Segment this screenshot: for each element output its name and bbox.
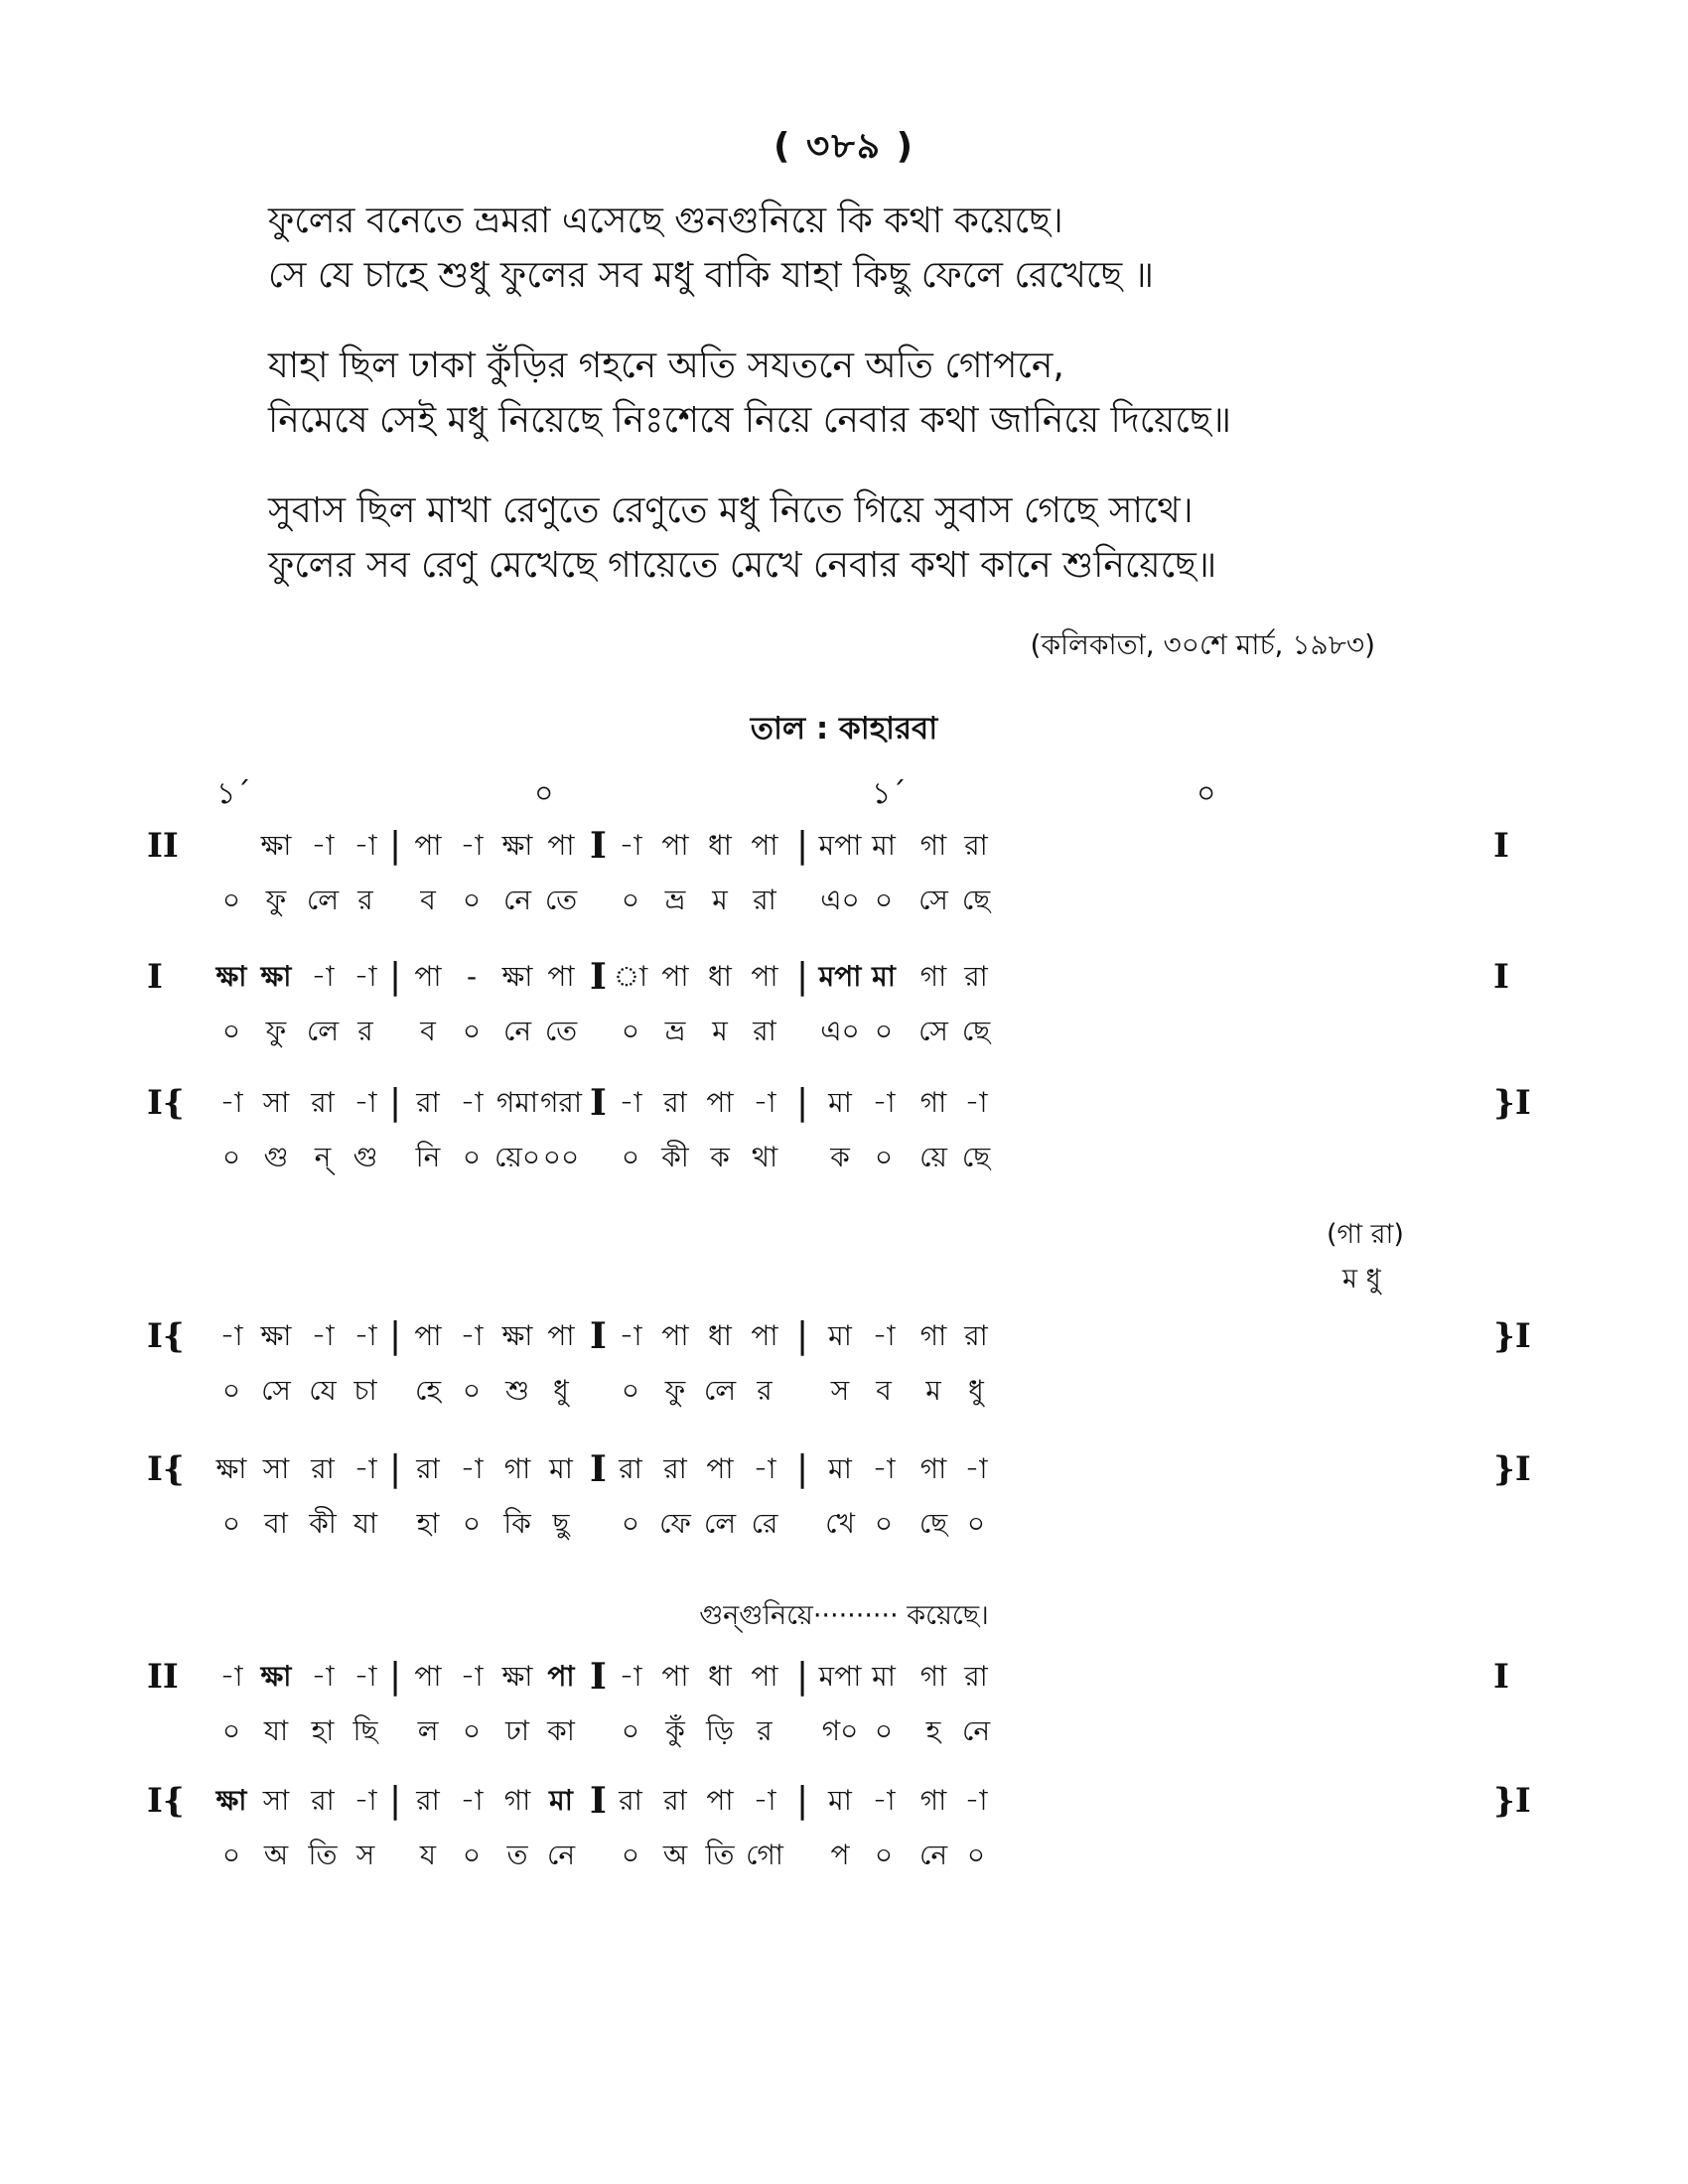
lyric-syllable: ০ (221, 1839, 241, 1871)
swar-note: -া (353, 1319, 377, 1352)
swar-note: -া (753, 1086, 776, 1119)
swar-note: পা (547, 1660, 575, 1693)
swar-note: -া (619, 1660, 642, 1693)
lyric-syllable: ০ (221, 1374, 241, 1407)
vibhag-bar: | (796, 956, 809, 997)
lyric-syllable: ০০ (542, 1141, 580, 1173)
swar-note: -া (460, 1452, 484, 1485)
lyric-syllable: ০ (462, 1839, 482, 1871)
swar-note: ক্ষা (260, 1319, 292, 1352)
swar-note: ধা (708, 829, 732, 862)
lyric-syllable: হা (416, 1507, 440, 1540)
swar-note: পা (751, 960, 778, 993)
swar-note: পা (661, 960, 689, 993)
lyric-syllable: নি (415, 1141, 441, 1173)
swar-note: -া (460, 1784, 484, 1817)
vibhag-bar: | (389, 1315, 402, 1356)
swar-note: পা (751, 829, 778, 862)
swar-note: -া (353, 829, 377, 862)
lyric-syllable: কুঁ (665, 1714, 685, 1747)
swar-note: -া (872, 1319, 896, 1352)
lyric-syllable: ০ (621, 1015, 640, 1047)
swar-note: ধা (708, 960, 732, 993)
notation-swar-row (0, 1079, 1688, 1127)
lyric-syllable: লে (703, 1507, 737, 1540)
bar-end-mark: I (1493, 826, 1509, 866)
swar-note: ক্ষা (501, 960, 533, 993)
lyric-syllable: ০ (621, 1141, 640, 1173)
vibhag-bar: | (796, 1315, 809, 1356)
lyric-syllable: লে (306, 884, 340, 916)
swar-note: -া (460, 1660, 484, 1693)
swar-note: পা (706, 1452, 734, 1485)
swar-note: পা (706, 1086, 734, 1119)
lyric-syllable: ০ (221, 1714, 241, 1747)
lyric-syllable: অ (263, 1839, 289, 1871)
lyric-syllable: ০ (462, 1015, 482, 1047)
swar-note: -া (460, 829, 484, 862)
lyric-syllable: গ০ (821, 1714, 859, 1747)
swar-note: ক্ষা (260, 829, 292, 862)
lyric-syllable: য (419, 1839, 437, 1871)
beat-mark: ০ (1196, 776, 1216, 811)
swar-note: া (613, 960, 648, 993)
lyric-syllable: রা (753, 884, 776, 916)
swar-note: -া (219, 1660, 243, 1693)
swar-note: ধা (708, 1319, 732, 1352)
lyric-syllable: নে (918, 1839, 948, 1871)
date-line: (কলিকাতা, ৩০শে মার্চ, ১৯৮৩) (1030, 628, 1375, 661)
swar-note: গরা (540, 1086, 582, 1119)
swar-note: -া (872, 1784, 896, 1817)
swar-note: মা (872, 829, 896, 862)
lyric-syllable: ক (830, 1141, 850, 1173)
lyric-syllable: ক (710, 1141, 730, 1173)
swar-note: গমা (495, 1086, 539, 1119)
swar-note: গা (919, 1452, 947, 1485)
vibhag-bar: | (389, 1656, 402, 1697)
swar-note: রা (964, 960, 988, 993)
lyric-syllable: ০ (462, 884, 482, 916)
swar-note: রা (416, 1086, 440, 1119)
swar-note: মপা (818, 1660, 862, 1693)
lyric-syllable: সে (918, 884, 948, 916)
lyric-syllable: ০ (966, 1507, 986, 1540)
swar-note: গা (919, 960, 947, 993)
lyric-syllable: ফে (659, 1507, 691, 1540)
lyric-syllable: ০ (874, 1015, 894, 1047)
swar-note: -া (311, 960, 335, 993)
lyric-line: সে যে চাহে শুধু ফুলের সব মধু বাকি যাহা কিছু ফেলে রেখেছে ॥ (268, 255, 1155, 296)
swar-note: পা (706, 1784, 734, 1817)
swar-note: রা (663, 1086, 687, 1119)
lyric-line: যাহা ছিল ঢাকা কুঁড়ির গহনে অতি সযতনে অতি গোপনে, (268, 345, 1064, 386)
lyric-syllable: নে (502, 884, 532, 916)
swar-note: গা (503, 1784, 531, 1817)
swar-note: -া (353, 960, 377, 993)
swar-note: ক্ষা (260, 960, 292, 993)
lyric-syllable: য়ে০ (493, 1141, 541, 1173)
vibhag-bar: | (796, 1448, 809, 1489)
swar-note: -া (964, 1452, 988, 1485)
vibhag-bar: | (389, 956, 402, 997)
notation-swar-row (0, 953, 1688, 1001)
swar-note: সা (262, 1784, 290, 1817)
lyric-syllable: ন্ (314, 1141, 332, 1173)
swar-note: রা (663, 1784, 687, 1817)
swar-note: -া (219, 1086, 243, 1119)
page-number: ( ৩৮৯ ) (773, 126, 915, 167)
lyric-syllable: ০ (462, 1714, 482, 1747)
lyric-syllable: ০ (874, 884, 894, 916)
stanza (268, 483, 1509, 593)
swar-note: -া (619, 829, 642, 862)
swar-note: পা (547, 1319, 575, 1352)
bar-end-mark: }I (1493, 1781, 1531, 1821)
swar-note: -া (353, 1784, 377, 1817)
swar-note: ক্ষা (215, 960, 247, 993)
swar-note: -া (219, 1319, 243, 1352)
swar-note: -া (872, 1452, 896, 1485)
lyric-syllable: রা (753, 1015, 776, 1047)
vibhag-bar: | (796, 1780, 809, 1821)
lyric-syllable: কি (503, 1507, 531, 1540)
lyric-syllable: কী (661, 1141, 689, 1173)
vibhag-major-bar: I (590, 825, 607, 867)
bar-start-mark: I{ (147, 1316, 185, 1356)
notation-swar-row (0, 1777, 1688, 1825)
swar-note: রা (663, 1452, 687, 1485)
lyric-syllable: গু (352, 1141, 378, 1173)
swar-note: -া (964, 1784, 988, 1817)
lyric-syllable: ছে (961, 1141, 991, 1173)
swar-note: -া (619, 1086, 642, 1119)
bar-end-mark: }I (1493, 1316, 1531, 1356)
lyric-syllable: ০ (462, 1507, 482, 1540)
lyric-syllable: যা (263, 1714, 289, 1747)
lyric-syllable: গো (746, 1839, 783, 1871)
lyric-syllable: ব (420, 884, 436, 916)
lyric-syllable: কা (547, 1714, 575, 1747)
lyric-syllable: শু (504, 1374, 530, 1407)
vibhag-bar: | (389, 825, 402, 866)
lyric-syllable: ০ (621, 884, 640, 916)
lyric-syllable: ০ (462, 1374, 482, 1407)
lyric-syllable: র (757, 1374, 773, 1407)
vibhag-bar: | (796, 825, 809, 866)
lyric-syllable: ফু (265, 1015, 287, 1047)
swar-note: -া (460, 1319, 484, 1352)
lyric-syllable: ০ (221, 1507, 241, 1540)
lyric-line: নিমেষে সেই মধু নিয়েছে নিঃশেষে নিয়ে নেবার কথা জানিয়ে দিয়েছে॥ (268, 400, 1232, 441)
lyric-syllable: র (357, 1015, 373, 1047)
lyric-syllable: নে (546, 1839, 576, 1871)
notation-lyric-row (0, 877, 1688, 924)
swar-note: গা (919, 1660, 947, 1693)
lyric-syllable: ছে (961, 884, 991, 916)
beat-mark: ১´ (216, 776, 251, 811)
notation-lyric-row (0, 1832, 1688, 1879)
notation-swar-row (0, 1653, 1688, 1701)
notation-swar-row (0, 1445, 1688, 1493)
lyric-syllable: চা (353, 1374, 377, 1407)
lyric-syllable: ম (712, 884, 728, 916)
lyric-syllable: ফু (664, 1374, 686, 1407)
lyric-syllable: ড়ি (706, 1714, 734, 1747)
swar-note: মপা (818, 829, 862, 862)
lyric-syllable: সে (261, 1374, 291, 1407)
lyric-syllable: এ০ (820, 884, 860, 916)
lyric-line: ফুলের সব রেণু মেখেছে গায়েতে মেখে নেবার কথা কানে শুনিয়েছে॥ (268, 545, 1217, 586)
bar-start-mark: I{ (147, 1449, 185, 1489)
lyric-syllable: খে (825, 1507, 855, 1540)
swar-note: -া (311, 829, 335, 862)
lyric-syllable: ঢা (505, 1714, 529, 1747)
lyric-syllable: ম (925, 1374, 941, 1407)
swar-note: -া (872, 1086, 896, 1119)
lyric-syllable: ভ্র (664, 1015, 686, 1047)
bar-start-mark: I (147, 957, 163, 997)
lyric-syllable: ০ (874, 1141, 894, 1173)
vibhag-bar: | (389, 1448, 402, 1489)
vibhag-major-bar: I (590, 956, 607, 998)
vibhag-major-bar: I (590, 1448, 607, 1490)
stanza (268, 339, 1509, 448)
swar-note: ধা (708, 1660, 732, 1693)
lyric-syllable: এ০ (820, 1015, 860, 1047)
lyric-syllable: ধু (553, 1374, 569, 1407)
swar-note: পা (414, 829, 442, 862)
swar-note: -া (753, 1784, 776, 1817)
lyric-syllable: ০ (221, 884, 241, 916)
lyric-syllable: গু (263, 1141, 289, 1173)
lyric-syllable: র (357, 884, 373, 916)
lyric-syllable: তি (308, 1839, 338, 1871)
swar-note: মা (828, 1784, 852, 1817)
lyric-syllable: ফু (265, 884, 287, 916)
swar-note: রা (311, 1086, 335, 1119)
lyric-syllable: ম (712, 1015, 728, 1047)
swar-note: গা (919, 1784, 947, 1817)
swar-note: গা (919, 1319, 947, 1352)
swar-note: পা (661, 1319, 689, 1352)
lyric-syllable: ব (876, 1374, 892, 1407)
swar-note: -া (311, 1319, 335, 1352)
swar-note: মা (549, 1452, 573, 1485)
swar-note: ক্ষা (501, 829, 533, 862)
lyric-syllable: ভ্র (664, 884, 686, 916)
lyric-syllable: অ (662, 1839, 688, 1871)
swar-note: -া (753, 1452, 776, 1485)
bar-start-mark: I{ (147, 1083, 185, 1123)
taal-heading: তাল : কাহারবা (750, 711, 938, 747)
swar-note: মপা (818, 960, 862, 993)
lyric-syllable: ধু (968, 1374, 984, 1407)
swar-note: সা (262, 1086, 290, 1119)
bar-start-mark: I{ (147, 1781, 185, 1821)
lyric-syllable: থা (751, 1141, 778, 1173)
bar-end-mark: }I (1493, 1083, 1531, 1123)
swar-note: রা (416, 1784, 440, 1817)
lyric-syllable: স (355, 1839, 375, 1871)
lyric-syllable: সে (918, 1015, 948, 1047)
lyric-syllable: যা (352, 1507, 378, 1540)
swar-note: -া (964, 1086, 988, 1119)
swar-note: পা (661, 829, 689, 862)
lyric-syllable: ০ (874, 1507, 894, 1540)
swar-note: -া (353, 1452, 377, 1485)
notation-lyric-row (0, 1707, 1688, 1755)
lyric-line: সুবাস ছিল মাখা রেণুতে রেণুতে মধু নিতে গিয়ে সুবাস গেছে সাথে। (268, 490, 1194, 531)
swar-note: রা (964, 1319, 988, 1352)
swar-note: গা (919, 829, 947, 862)
vibhag-major-bar: I (590, 1082, 607, 1124)
notation-swar-row (0, 822, 1688, 870)
swar-note: মা (549, 1784, 573, 1817)
swar-note: রা (619, 1452, 642, 1485)
lyric-syllable: ০ (874, 1714, 894, 1747)
lyric-syllable: র (757, 1714, 773, 1747)
swar-note: ক্ষা (260, 1660, 292, 1693)
swar-note: পা (547, 829, 575, 862)
lyric-syllable: ০ (874, 1839, 894, 1871)
swar-note: -া (460, 1086, 484, 1119)
swar-note: মা (828, 1086, 852, 1119)
lyric-syllable: লে (306, 1015, 340, 1047)
lyric-syllable: ছে (918, 1507, 948, 1540)
swar-note: পা (661, 1660, 689, 1693)
lyric-syllable: ত (506, 1839, 528, 1871)
lyric-line: ফুলের বনেতে ভ্রমরা এসেছে গুনগুনিয়ে কি কথা কয়েছে। (268, 201, 1063, 241)
swar-note: -া (353, 1086, 377, 1119)
swar-note: রা (964, 1660, 988, 1693)
bar-end-mark: }I (1493, 1449, 1531, 1489)
swar-note: -া (311, 1660, 335, 1693)
lyric-syllable: ০ (966, 1839, 986, 1871)
lyric-syllable: কী (309, 1507, 337, 1540)
lyric-syllable: ০ (221, 1141, 241, 1173)
variant-words: ম ধু (1342, 1264, 1381, 1295)
swar-note: -া (619, 1319, 642, 1352)
swar-note: ক্ষা (501, 1660, 533, 1693)
beat-mark: ১´ (872, 776, 907, 811)
vibhag-major-bar: I (590, 1315, 607, 1357)
lyric-syllable: তি (705, 1839, 735, 1871)
swar-note: রা (619, 1784, 642, 1817)
swar-note: - (466, 960, 478, 993)
swar-note: মা (828, 1319, 852, 1352)
swar-note: মা (872, 960, 896, 993)
lyric-syllable: ০ (221, 1015, 241, 1047)
lyric-syllable: বা (264, 1507, 288, 1540)
lyric-syllable: ব (420, 1015, 436, 1047)
lyric-syllable: নে (961, 1714, 991, 1747)
lyric-syllable: ছু (552, 1507, 570, 1540)
swar-note: পা (414, 1319, 442, 1352)
swar-note: ক্ষা (215, 1784, 247, 1817)
swar-note: রা (964, 829, 988, 862)
swar-note: গা (503, 1452, 531, 1485)
lyric-syllable: তে (544, 1015, 578, 1047)
lyric-syllable: ল (417, 1714, 439, 1747)
swar-note: রা (311, 1452, 335, 1485)
lyric-syllable: ০ (621, 1839, 640, 1871)
vibhag-bar: | (796, 1656, 809, 1697)
lyric-syllable: ছে (961, 1015, 991, 1047)
swar-note: ক্ষা (215, 1452, 247, 1485)
lyric-syllable: ০ (621, 1374, 640, 1407)
vibhag-major-bar: I (590, 1656, 607, 1698)
lyric-syllable: ছি (352, 1714, 378, 1747)
swar-note: রা (311, 1784, 335, 1817)
bar-start-mark: II (147, 826, 179, 866)
swar-note: ক্ষা (501, 1319, 533, 1352)
lyric-syllable: ০ (621, 1714, 640, 1747)
swar-note: পা (751, 1319, 778, 1352)
swar-note: -া (353, 1660, 377, 1693)
notation-lyric-row (0, 1367, 1688, 1415)
lyric-syllable: যে (309, 1374, 337, 1407)
lyric-syllable: স (830, 1374, 850, 1407)
lyrics (268, 194, 1509, 593)
notation-lyric-row (0, 1008, 1688, 1055)
swar-note: পা (414, 1660, 442, 1693)
lyric-syllable: নে (502, 1015, 532, 1047)
swar-note: পা (751, 1660, 778, 1693)
vibhag-bar: | (389, 1082, 402, 1123)
lyric-syllable: তে (544, 884, 578, 916)
vibhag-major-bar: I (590, 1780, 607, 1822)
refrain-note: গুন্‌গুনিয়ে·········· কয়েছে। (699, 1600, 989, 1631)
bar-end-mark: I (1493, 1657, 1509, 1697)
lyric-syllable: ০ (462, 1141, 482, 1173)
lyric-syllable: লে (703, 1374, 737, 1407)
swar-note: মা (872, 1660, 896, 1693)
lyric-syllable: হ (925, 1714, 941, 1747)
bar-end-mark: I (1493, 957, 1509, 997)
notation-lyric-row (0, 1134, 1688, 1181)
swar-note: গা (919, 1086, 947, 1119)
lyric-syllable: য়ে (919, 1141, 947, 1173)
lyric-syllable: হে (414, 1374, 442, 1407)
notation-lyric-row (0, 1500, 1688, 1548)
vibhag-bar: | (389, 1780, 402, 1821)
notation-swar-row (0, 1312, 1688, 1360)
swar-note: পা (547, 960, 575, 993)
lyric-syllable: রে (751, 1507, 778, 1540)
lyric-syllable: হা (311, 1714, 335, 1747)
lyric-syllable: ০ (621, 1507, 640, 1540)
vibhag-bar: | (796, 1082, 809, 1123)
swar-note: পা (414, 960, 442, 993)
swar-note: সা (262, 1452, 290, 1485)
lyric-syllable: প (830, 1839, 850, 1871)
swar-note: রা (416, 1452, 440, 1485)
beat-mark: ০ (534, 776, 554, 811)
stanza (268, 194, 1509, 303)
swar-note: মা (828, 1452, 852, 1485)
bar-start-mark: II (147, 1657, 179, 1697)
variant-notes: (গা রা) (1327, 1219, 1404, 1250)
